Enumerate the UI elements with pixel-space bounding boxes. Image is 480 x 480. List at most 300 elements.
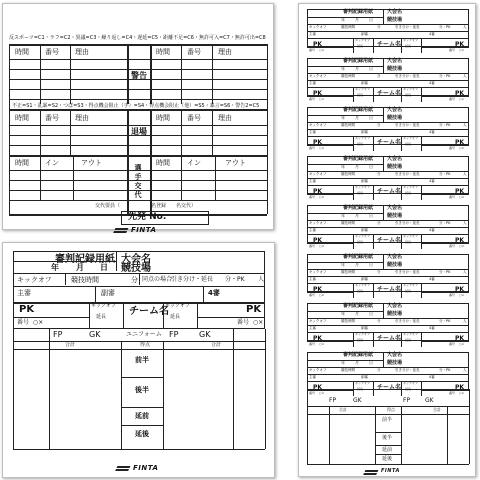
number-label: 番号	[309, 146, 316, 150]
extension-short-label-right: 延長	[405, 93, 412, 97]
grid-line	[353, 136, 354, 151]
extension-short-label-right: 延長	[405, 289, 412, 293]
pk-minute: 分・PK	[439, 319, 451, 323]
extension-short-label-right: 延長	[405, 338, 412, 342]
pk-label-left: PK	[313, 188, 323, 195]
pk-minute: 分・PK	[439, 221, 451, 225]
pk-count-unit: 人	[463, 221, 467, 225]
mini-form	[299, 8, 477, 54]
number-label: 番号	[309, 244, 316, 248]
section-dismiss: 退場	[131, 127, 147, 136]
grid-line	[401, 234, 402, 249]
fourth-official-label: 4審	[429, 32, 435, 36]
finta-logo: FINTA	[131, 226, 157, 234]
minute-unit: 分	[377, 172, 381, 176]
number-label-right: 番号	[449, 48, 456, 52]
kickoff-label: キックオフ	[309, 221, 327, 225]
col-time: 時間	[156, 48, 170, 56]
grid-line	[383, 205, 384, 220]
grid-line	[421, 381, 422, 396]
tie-options: 引き分け・延長	[395, 25, 420, 29]
kickoff-short-label-right: キックオフ	[403, 87, 418, 91]
team-name-label: チーム名	[377, 90, 402, 97]
year-label: 年	[341, 213, 345, 218]
match-time-label: 競技時間	[71, 276, 99, 284]
grid-line	[373, 87, 374, 102]
meet-name-label: 大会名	[121, 254, 151, 265]
meet-name-label: 大会名	[387, 9, 403, 15]
year-label: 年	[341, 311, 345, 316]
pk-minute: 分・PK	[439, 270, 451, 274]
second-half-label: 後半	[135, 386, 149, 394]
kickoff-short-label: キックオフ	[355, 38, 370, 42]
col-number: 番号	[45, 48, 59, 56]
match-time-label: 競技時間	[341, 270, 355, 274]
extension-short-label: 延長	[357, 387, 364, 391]
kickoff-label: キックオフ	[309, 74, 327, 78]
pad-score-label: 得点	[387, 407, 395, 412]
extension-short-label: 延長	[357, 240, 364, 244]
pk-count-unit: 人	[463, 25, 467, 29]
chief-referee-label: 主審	[309, 228, 316, 232]
kickoff-label: キックオフ	[309, 319, 327, 323]
chief-referee-label: 主審	[309, 326, 316, 330]
extension-short-label-right: 延長	[405, 191, 412, 195]
ox-label: ○×	[319, 97, 325, 101]
number-label-right: 番号	[237, 319, 250, 326]
kickoff-short-label: キックオフ	[91, 303, 116, 309]
grid-line	[307, 178, 469, 179]
venue-label: 競技場	[121, 263, 151, 274]
kickoff-label: キックオフ	[309, 123, 327, 127]
mini-form	[299, 302, 477, 348]
fourth-official-label: 4審	[429, 130, 435, 134]
fourth-official-label: 4審	[429, 179, 435, 183]
kickoff-short-label-right: キックオフ	[403, 38, 418, 42]
grid-line	[307, 87, 469, 88]
kickoff-label: キックオフ	[309, 270, 327, 274]
grid-line	[307, 381, 469, 382]
ox-label: ○×	[319, 146, 325, 150]
gk-label-right: GK	[199, 330, 211, 339]
sheet-title: 審判記録用紙	[343, 352, 374, 358]
first-attack-label: 先発 No.	[128, 212, 167, 222]
grid-line	[307, 276, 469, 277]
grid-line	[373, 136, 374, 151]
extension-short-label: 延長	[357, 289, 364, 293]
pk-count-unit: 人	[463, 172, 467, 176]
fourth-official-label: 4審	[429, 277, 435, 281]
number-label: 番号	[309, 293, 316, 297]
chief-referee-label: 主審	[309, 375, 316, 379]
grid-line	[401, 283, 402, 298]
grid-line	[307, 374, 469, 375]
pk-count-unit: 人	[463, 123, 467, 127]
assistant-referee-label: 副審	[361, 130, 368, 134]
pk-minute: 分・PK	[439, 74, 451, 78]
ox-label-right: ○×	[459, 146, 465, 150]
total-label: 合計	[65, 342, 76, 348]
foul-codes-legend: 反スポーツ=C1・ラフ=C2・異議=C3・繰り返し=C4・遅延=C5・距離不足=C6・無許可入=C7・無許可出=C8	[9, 35, 266, 41]
mini-form	[299, 253, 477, 299]
extension-short-label: 延長	[357, 338, 364, 342]
year-label: 年	[51, 263, 59, 272]
grid-line	[307, 129, 469, 130]
number-label: 番号	[309, 342, 316, 346]
venue-label: 競技場	[387, 311, 403, 317]
grid-line	[421, 185, 422, 200]
pk-label-left: PK	[313, 237, 323, 244]
kickoff-short-label-right: キックオフ	[403, 381, 418, 385]
match-time-label: 競技時間	[341, 319, 355, 323]
minute-unit: 分	[131, 276, 138, 284]
col-time: 時間	[156, 159, 170, 167]
ox-label-right: ○×	[459, 244, 465, 248]
extension-short-label: 延長	[357, 191, 364, 195]
meet-name-label: 大会名	[387, 156, 403, 162]
ox-label: ○×	[319, 244, 325, 248]
grid-line	[353, 332, 354, 347]
ox-label: ○×	[319, 195, 325, 199]
fourth-official-label: 4審	[429, 326, 435, 330]
tie-options: 引き分け・延長	[395, 270, 420, 274]
year-label: 年	[341, 164, 345, 169]
meet-name-label: 大会名	[387, 352, 403, 358]
fourth-official-label: 4審	[429, 375, 435, 379]
grid-line	[383, 9, 384, 24]
day-label: 日	[369, 213, 373, 218]
grid-line	[307, 227, 469, 228]
kickoff-short-label: キックオフ	[355, 283, 370, 287]
month-label: 月	[76, 263, 84, 272]
day-label: 日	[100, 263, 108, 272]
number-label-right: 番号	[449, 244, 456, 248]
sheet-title: 審判記録用紙	[343, 254, 374, 260]
match-time-label: 競技時間	[341, 221, 355, 225]
year-label: 年	[341, 360, 345, 365]
grid-line	[421, 136, 422, 151]
extension-short-label-right: 延長	[405, 387, 412, 391]
day-label: 日	[369, 66, 373, 71]
extension-short-label-right: 延長	[405, 142, 412, 146]
sheet-title: 審判記録用紙	[343, 303, 374, 309]
month-label: 月	[355, 66, 359, 71]
kickoff-short-label: キックオフ	[355, 234, 370, 238]
pk-count-unit: 人	[463, 368, 467, 372]
pad-first-half: 前半	[382, 417, 393, 423]
caution-record-sheet	[2, 3, 274, 234]
team-name-label: チーム名	[377, 237, 402, 244]
pk-label-right: PK	[455, 384, 465, 391]
mini-form	[299, 57, 477, 103]
chief-referee-label: 主審	[309, 81, 316, 85]
pk-label-right: PK	[455, 286, 465, 293]
year-label: 年	[341, 17, 345, 22]
kickoff-label: キックオフ	[309, 368, 327, 372]
number-label: 番号	[309, 97, 316, 101]
referee-record-sheet	[2, 242, 275, 478]
day-label: 日	[369, 262, 373, 267]
section-substitution: 選手交代	[134, 164, 142, 199]
pad-fp-label: FP	[329, 397, 337, 404]
kickoff-short-label-right: キックオフ	[165, 303, 190, 309]
pk-label-right: PK	[455, 335, 465, 342]
number-label: 番号	[309, 195, 316, 199]
chief-referee-label: 主審	[17, 289, 31, 297]
grid-line	[421, 234, 422, 249]
grid-line	[421, 38, 422, 53]
pk-minute: 分・PK	[225, 276, 245, 283]
ox-label-right: ○×	[459, 97, 465, 101]
pk-label-right: PK	[246, 304, 262, 315]
grid-line	[421, 87, 422, 102]
venue-label: 競技場	[387, 115, 403, 121]
grid-line	[307, 31, 469, 32]
grid-line	[353, 87, 354, 102]
minute-unit: 分	[377, 221, 381, 225]
number-label: 番号	[309, 391, 316, 395]
ox-label: ○×	[33, 319, 44, 326]
uniform-label: ユニフォーム	[126, 331, 162, 338]
minute-unit: 分	[377, 270, 381, 274]
extra-second-label: 延後	[135, 430, 149, 438]
pad-total-label-right: 合計	[433, 407, 441, 412]
tie-label: 同点の場合	[142, 276, 173, 283]
kickoff-label: キックオフ	[17, 276, 52, 284]
tie-options: 引き分け・延長	[395, 368, 420, 372]
grid-line	[307, 185, 469, 186]
grid-line	[383, 254, 384, 269]
ox-label-right: ○×	[459, 195, 465, 199]
grid-line	[353, 185, 354, 200]
minute-unit: 分	[377, 368, 381, 372]
number-label-right: 番号	[449, 97, 456, 101]
venue-label: 競技場	[387, 66, 403, 72]
ox-label: ○×	[319, 391, 325, 395]
year-label: 年	[341, 115, 345, 120]
tie-options: 引き分け・延長	[171, 276, 214, 283]
month-label: 月	[355, 213, 359, 218]
pk-label-left: PK	[313, 41, 323, 48]
kickoff-short-label: キックオフ	[355, 87, 370, 91]
pad-gk-label-right: GK	[425, 397, 434, 404]
pad-gk-label: GK	[353, 397, 362, 404]
kickoff-short-label-right: キックオフ	[403, 185, 418, 189]
chief-referee-label: 主審	[309, 277, 316, 281]
fp-label-right: FP	[169, 330, 179, 339]
month-label: 月	[355, 262, 359, 267]
assistant-referee-label: 副審	[361, 32, 368, 36]
grid-line	[401, 332, 402, 347]
grid-line	[373, 332, 374, 347]
minute-unit: 分	[377, 74, 381, 78]
month-label: 月	[355, 17, 359, 22]
kickoff-short-label: キックオフ	[355, 185, 370, 189]
fourth-official-label: 4審	[208, 289, 220, 297]
score-label: 得点	[140, 342, 151, 348]
day-label: 日	[369, 360, 373, 365]
sheet-title: 審判記録用紙	[343, 9, 374, 15]
pk-minute: 分・PK	[439, 123, 451, 127]
extension-short-label: 延長	[357, 93, 364, 97]
pk-label-left: PK	[313, 90, 323, 97]
sheet-title: 審判記録用紙	[343, 107, 374, 113]
grid-line	[353, 283, 354, 298]
grid-line	[401, 136, 402, 151]
chief-referee-label: 主審	[309, 179, 316, 183]
ox-label: ○×	[319, 293, 325, 297]
grid-line	[401, 87, 402, 102]
number-label: 番号	[309, 48, 316, 52]
match-time-label: 競技時間	[341, 172, 355, 176]
grid-line	[383, 303, 384, 318]
total-label-right: 合計	[211, 342, 222, 348]
day-label: 日	[369, 311, 373, 316]
tie-options: 引き分け・延長	[395, 221, 420, 225]
number-label-right: 番号	[449, 146, 456, 150]
ox-label-right: ○×	[459, 391, 465, 395]
venue-label: 競技場	[387, 360, 403, 366]
pad-total-label: 合計	[339, 407, 347, 412]
day-label: 日	[369, 115, 373, 120]
pk-label-right: PK	[455, 41, 465, 48]
meet-name-label: 大会名	[387, 58, 403, 64]
fp-label: FP	[53, 330, 63, 339]
day-label: 日	[369, 17, 373, 22]
col-number: 番号	[45, 114, 59, 122]
pk-label-left: PK	[313, 335, 323, 342]
venue-label: 競技場	[387, 213, 403, 219]
pk-count-unit: 人	[463, 319, 467, 323]
ox-label-right: ○×	[459, 342, 465, 346]
minute-unit: 分	[377, 25, 381, 29]
year-label: 年	[341, 262, 345, 267]
tie-options: 引き分け・延長	[395, 123, 420, 127]
month-label: 月	[355, 164, 359, 169]
kickoff-label: キックオフ	[309, 172, 327, 176]
assistant-referee-label: 副審	[361, 375, 368, 379]
kickoff-short-label-right: キックオフ	[403, 234, 418, 238]
meet-name-label: 大会名	[387, 107, 403, 113]
kickoff-short-label-right: キックオフ	[403, 332, 418, 336]
fourth-official-label: 4審	[429, 228, 435, 232]
venue-label: 競技場	[387, 262, 403, 268]
grid-line	[353, 38, 354, 53]
minute-unit: 分	[377, 319, 381, 323]
col-in: イン	[45, 159, 59, 167]
grid-line	[373, 234, 374, 249]
finta-logo: FINTA	[381, 468, 400, 474]
team-name-label: チーム名	[377, 41, 402, 48]
col-reason: 理由	[75, 48, 89, 56]
pk-count-unit: 人	[463, 74, 467, 78]
dismiss-codes-legend: 不正=S1・乱暴=S2・つば=S3・得点機会阻止（手）=S4・得点機会阻止（他）=S5・暴言=S6・警告2=C5	[12, 103, 260, 109]
gk-label: GK	[89, 330, 101, 339]
extension-short-label-right: 延長	[405, 240, 412, 244]
grid-line	[383, 156, 384, 171]
ox-label-right: ○×	[253, 319, 264, 326]
col-out: アウト	[81, 159, 102, 167]
extension-short-label-right: 延長	[405, 44, 412, 48]
day-label: 日	[369, 164, 373, 169]
pk-label-right: PK	[455, 188, 465, 195]
team-name-label: チーム名	[377, 286, 402, 293]
year-label: 年	[341, 66, 345, 71]
pk-count-unit: 人	[463, 270, 467, 274]
extension-short-label: 延長	[357, 142, 364, 146]
tie-options: 引き分け・延長	[395, 319, 420, 323]
pk-label-right: PK	[455, 237, 465, 244]
extension-short-label: 延長	[96, 314, 107, 320]
ox-label: ○×	[319, 48, 325, 52]
team-name-label: チーム名	[129, 306, 169, 317]
kickoff-short-label-right: キックオフ	[403, 283, 418, 287]
col-time: 時間	[156, 114, 170, 122]
col-time: 時間	[15, 159, 29, 167]
pad-extra-second: 延後	[382, 456, 393, 462]
tie-options: 引き分け・延長	[395, 74, 420, 78]
mini-form	[299, 155, 477, 201]
meet-name-label: 大会名	[387, 205, 403, 211]
grid-line	[307, 325, 469, 326]
assistant-referee-label: 副審	[361, 81, 368, 85]
sub-note-open: 交代要員（	[95, 203, 121, 209]
finta-logo: FINTA	[133, 464, 159, 472]
tie-options: 引き分け・延長	[395, 172, 420, 176]
grid-line	[353, 381, 354, 396]
grid-line	[421, 283, 422, 298]
meet-name-label: 大会名	[387, 254, 403, 260]
sub-note-replaced: 名交代）	[176, 203, 197, 209]
chief-referee-label: 主審	[309, 32, 316, 36]
col-out: アウト	[225, 159, 246, 167]
team-name-label: チーム名	[377, 139, 402, 146]
pk-label-right: PK	[455, 139, 465, 146]
pk-label-right: PK	[455, 90, 465, 97]
col-number: 番号	[187, 114, 201, 122]
grid-line	[401, 185, 402, 200]
pad-fp-label-right: FP	[403, 397, 411, 404]
assistant-referee-label: 副審	[361, 326, 368, 330]
grid-line	[307, 80, 469, 81]
pk-minute: 分・PK	[439, 368, 451, 372]
first-half-label: 前半	[135, 356, 149, 364]
pk-label-left: PK	[313, 286, 323, 293]
grid-line	[373, 185, 374, 200]
pk-minute: 分・PK	[439, 25, 451, 29]
kickoff-short-label: キックオフ	[355, 381, 370, 385]
kickoff-short-label: キックオフ	[355, 332, 370, 336]
venue-label: 競技場	[387, 17, 403, 23]
mini-form	[299, 204, 477, 250]
month-label: 月	[355, 115, 359, 120]
mini-form	[299, 106, 477, 152]
grid-line	[383, 107, 384, 122]
venue-label: 競技場	[387, 164, 403, 170]
sheet-title: 審判記録用紙	[343, 205, 374, 211]
fourth-official-label: 4審	[429, 81, 435, 85]
pk-label-left: PK	[313, 139, 323, 146]
match-time-label: 競技時間	[341, 74, 355, 78]
grid-line	[307, 38, 469, 39]
number-label-right: 番号	[449, 195, 456, 199]
grid-line	[307, 283, 469, 284]
grid-line	[373, 381, 374, 396]
pk-count-unit: 人	[258, 276, 265, 283]
ox-label: ○×	[319, 342, 325, 346]
team-name-label: チーム名	[377, 188, 402, 195]
match-time-label: 競技時間	[341, 123, 355, 127]
